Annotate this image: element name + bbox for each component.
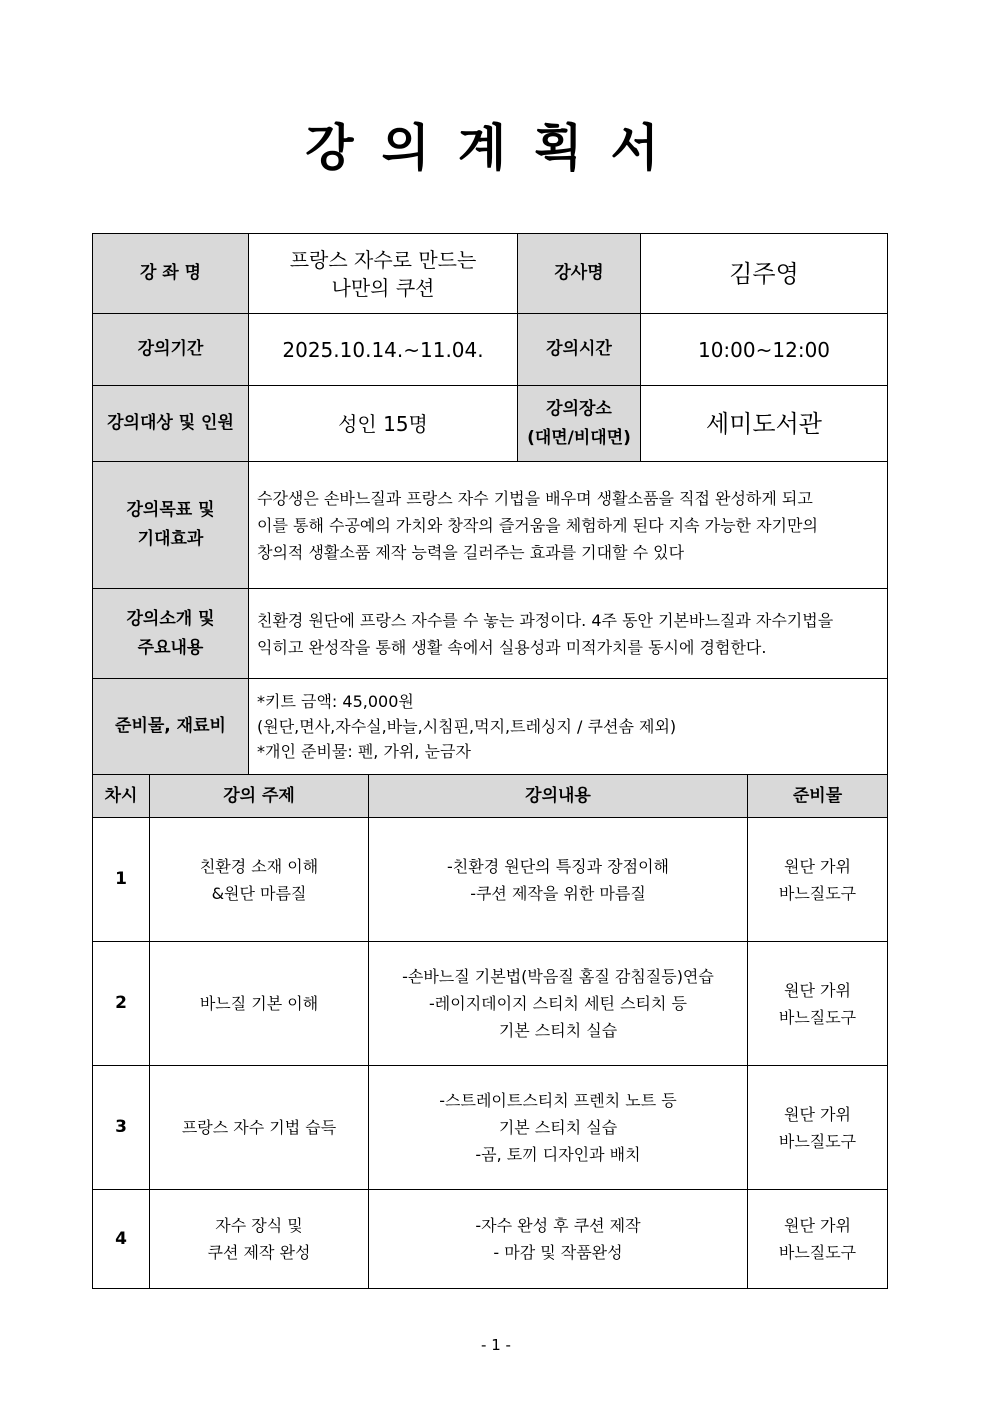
- time-label: 강의시간: [518, 314, 641, 386]
- place-value: 세미도서관: [641, 386, 888, 462]
- goal-text: 수강생은 손바느질과 프랑스 자수 기법을 배우며 생활소품을 직접 완성하게 되고 이를 통해 수공예의 가치와 창작의 즐거움을 체험하게 된다 지속 가능한 자기만의 창의적 생활소품 제작 능력을 길러주는 효과를 기대할 수 있다: [249, 462, 888, 589]
- table-row: [93, 1066, 888, 1190]
- header-content: 강의내용: [369, 775, 748, 818]
- session-number: 2: [93, 942, 150, 1066]
- session-content: -스트레이트스티치 프렌치 노트 등 기본 스티치 실습 -곰, 토끼 디자인과 배치: [369, 1066, 748, 1190]
- session-topic: 자수 장식 및 쿠션 제작 완성: [150, 1190, 369, 1289]
- page-title: 강의계획서: [305, 119, 687, 177]
- session-topic: 친환경 소재 이해 &원단 마름질: [150, 818, 369, 942]
- session-number: 4: [93, 1190, 150, 1289]
- instructor-label: 강사명: [518, 234, 641, 314]
- session-number: 3: [93, 1066, 150, 1190]
- session-prep: 원단 가위 바느질도구: [748, 1190, 888, 1289]
- session-content: -손바느질 기본법(박음질 홈질 감침질등)연습 -레이지데이지 스티치 세틴 스티치 등 기본 스티치 실습: [369, 942, 748, 1066]
- header-prep: 준비물: [748, 775, 888, 818]
- time-value: 10:00~12:00: [641, 314, 888, 386]
- schedule-table: [92, 774, 888, 1289]
- period-value: 2025.10.14.~11.04.: [249, 314, 518, 386]
- goal-label: 강의목표 및 기대효과: [93, 462, 249, 589]
- course-name-label: 강 좌 명: [93, 234, 249, 314]
- session-content: -친환경 원단의 특징과 장점이해 -쿠션 제작을 위한 마름질: [369, 818, 748, 942]
- target-label: 강의대상 및 인원: [93, 386, 249, 462]
- place-label: 강의장소 (대면/비대면): [518, 386, 641, 462]
- intro-text: 친환경 원단에 프랑스 자수를 수 놓는 과정이다. 4주 동안 기본바느질과 자수기법을 익히고 완성작을 통해 생활 속에서 실용성과 미적가치를 동시에 경험한다.: [249, 589, 888, 679]
- period-label: 강의기간: [93, 314, 249, 386]
- session-number: 1: [93, 818, 150, 942]
- header-session: 차시: [93, 775, 150, 818]
- session-prep: 원단 가위 바느질도구: [748, 1066, 888, 1190]
- table-row: [93, 1190, 888, 1289]
- session-topic: 프랑스 자수 기법 습득: [150, 1066, 369, 1190]
- session-prep: 원단 가위 바느질도구: [748, 818, 888, 942]
- session-topic: 바느질 기본 이해: [150, 942, 369, 1066]
- session-content: -자수 완성 후 쿠션 제작 - 마감 및 작품완성: [369, 1190, 748, 1289]
- target-value: 성인 15명: [249, 386, 518, 462]
- table-row: [93, 942, 888, 1066]
- header-topic: 강의 주제: [150, 775, 369, 818]
- session-prep: 원단 가위 바느질도구: [748, 942, 888, 1066]
- materials-label: 준비물, 재료비: [93, 679, 249, 775]
- table-row: [93, 818, 888, 942]
- course-name-value: 프랑스 자수로 만드는 나만의 쿠션: [249, 234, 518, 314]
- intro-label: 강의소개 및 주요내용: [93, 589, 249, 679]
- course-info-table: [92, 233, 888, 775]
- page-number: - 1 -: [481, 1336, 511, 1354]
- instructor-value: 김주영: [641, 234, 888, 314]
- materials-text: *키트 금액: 45,000원 (원단,면사,자수실,바늘,시침핀,먹지,트레싱지 / 쿠션솜 제외) *개인 준비물: 펜, 가위, 눈금자: [249, 679, 888, 775]
